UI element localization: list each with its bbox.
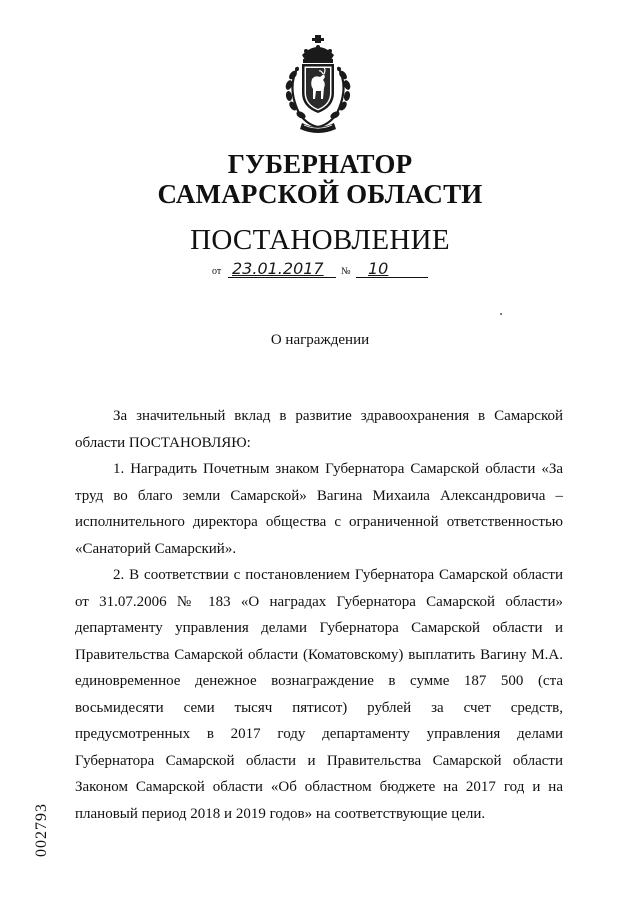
document-date: 23.01.2017 <box>232 259 324 278</box>
document-header <box>0 149 640 256</box>
registration-side-number: 002793 <box>33 803 50 857</box>
date-from-label: от <box>212 266 222 277</box>
body-paragraph-2: 2. В соответствии с постановлением Губернатора Самарской области от 31.07.2006 № 183 «О наградах Губернатора Самарской области» департаменту управления делами Губернатора Самарской области и Правительства Самарской области (Коматовскому) выплатить Вагину М.А. единовременное денежное вознаграждение в сумме 187 500 (ста восьмидесяти семи тысяч пятисот) рублей за счет средств, предусмотренных в 2017 году департаменту управления делами Губернатора Самарской области и Правительства Самарской области Законом Самарской области «Об областном бюджете на 2017 год и на плановый период 2018 и 2019 годов» на соответствующие цели. <box>75 567 563 822</box>
body-paragraph-1: 1. Наградить Почетным знаком Губернатора Самарской области «За труд во благо земли Самарской» Вагина Михаила Александровича – исполнительного директора общества с ограниченной ответственностью «Санаторий Самарский». <box>75 461 563 557</box>
document-type-title: ПОСТАНОВЛЕНИЕ <box>190 224 450 256</box>
document-number: 10 <box>368 259 389 278</box>
document-subject: О награждении <box>270 332 370 348</box>
document-body <box>75 403 563 827</box>
scan-speck <box>500 313 502 315</box>
number-underline <box>356 277 428 278</box>
number-label: № <box>341 266 351 277</box>
samara-region-coat-of-arms-icon <box>268 33 368 137</box>
authority-name-line1: ГУБЕРНАТОР <box>227 149 413 179</box>
date-number-line <box>212 257 442 281</box>
body-paragraph-preamble: За значительный вклад в развитие здравоохранения в Самарской области ПОСТАНОВЛЯЮ: <box>75 408 563 451</box>
authority-name-line2: САМАРСКОЙ ОБЛАСТИ <box>157 179 483 209</box>
